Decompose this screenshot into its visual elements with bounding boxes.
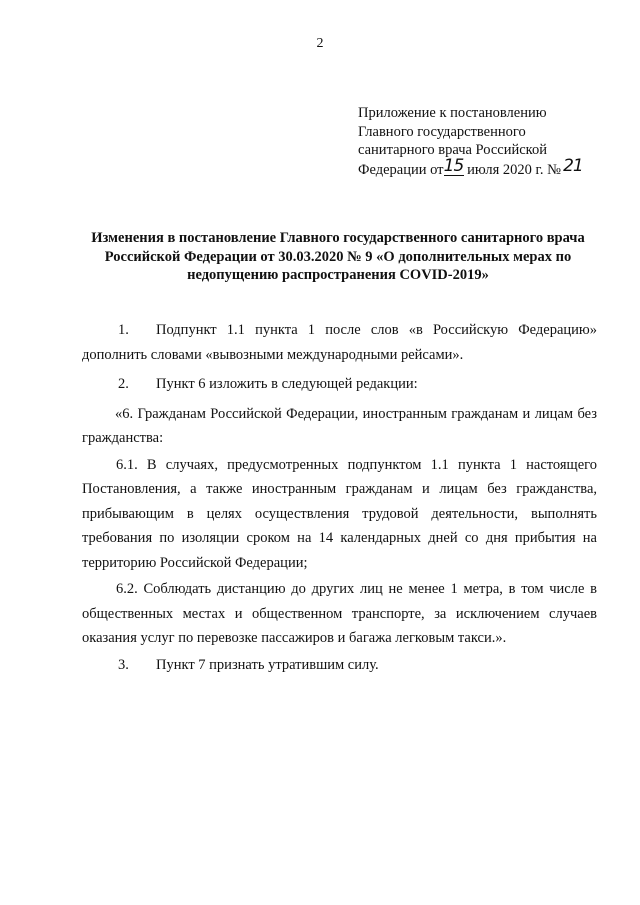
appendix-line-3: санитарного врача Российской <box>358 142 548 158</box>
appendix-line-4 <box>358 155 618 180</box>
appendix-date-middle: июля 2020 г. № <box>467 161 561 178</box>
subitem-6-1: 6.1. В случаях, предусмотренных подпунктом 1.1 пункта 1 настоящего Постановления, а также иностранным гражданам и лицам без гражданства, прибывающим в целях осуществления трудовой деятельности, выполнять требования по изоляции сроком на 14 календарных дней со дня прибытия на территорию Российской Федерации; <box>82 456 597 571</box>
page-number: 2 <box>316 36 324 51</box>
item-3 <box>82 653 597 678</box>
subitem-6-2: 6.2. Соблюдать дистанцию до других лиц не менее 1 метра, в том числе в общественных местах и общественном транспорте, за исключением случаев оказания услуг по перевозке пассажиров и багажа легковым такси.». <box>82 581 597 646</box>
item-1-text: Подпункт 1.1 пункта 1 после слов «в Российскую Федерацию» дополнить словами «вывозными международными рейсами». <box>82 322 597 363</box>
document-body <box>82 318 597 682</box>
appendix-header <box>358 104 618 179</box>
item-2-number: 2. <box>118 376 129 392</box>
item-3-text: Пункт 7 признать утратившим силу. <box>156 656 379 673</box>
item-2 <box>82 372 597 397</box>
item-1-number: 1. <box>118 322 129 338</box>
document-title: Изменения в постановление Главного государственного санитарного врача Российской Федерации от 30.03.2020 № 9 «О дополнительных мерах по недопущению распространения COVID-2019» <box>91 230 585 283</box>
appendix-line-2: Главного государственного <box>358 123 526 140</box>
handwritten-number: 21 <box>563 155 583 176</box>
appendix-date-prefix: Федерации от <box>358 161 444 178</box>
appendix-line-1: Приложение к постановлению <box>358 105 547 121</box>
handwritten-day: 15 <box>443 155 464 176</box>
item-3-number: 3. <box>118 656 129 673</box>
item-2-text: Пункт 6 изложить в следующей редакции: <box>156 376 418 392</box>
item-1 <box>82 318 597 367</box>
quote-intro: «6. Гражданам Российской Федерации, иностранным гражданам и лицам без гражданства: <box>82 405 597 446</box>
